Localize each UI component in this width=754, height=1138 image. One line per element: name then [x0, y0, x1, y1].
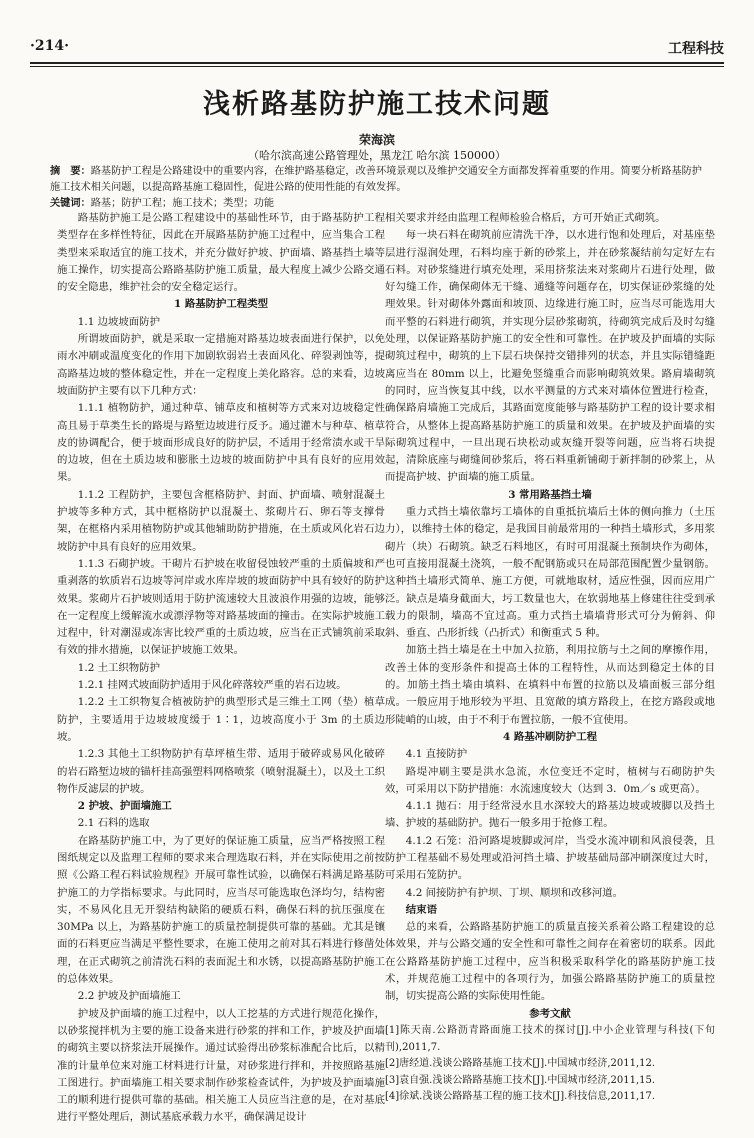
abstract: [50, 164, 708, 196]
section-heading: 1 路基防护工程类型: [174, 298, 268, 311]
section-heading: 结束语: [405, 903, 437, 916]
abstract-text: 路基防护工程是公路建设中的重要内容，在维护路基稳定，改善环境景观以及维护交通安全方面都发挥着重要的作用。简要分析路基防护施工技术相关问题，以提高路基施工稳固性，促进公路的使用性能的有效发挥。: [50, 166, 702, 193]
author-affiliation: （哈尔滨高速公路管理处，黑龙江 哈尔滨 150000）: [248, 149, 506, 162]
body-paragraph: 1.1.2 工程防护，主要包含框格防护、封面、护面墙、喷射混凝土护坡等多种方式，其中框格防护以混凝土、浆砌片石、卵石等支撑骨架，在框格内采用植物防护或其他辅助防护措施，在土质或风化岩石边坡防护中具有良好的应用效果。: [57, 488, 385, 553]
header-rule-thin: [30, 66, 724, 67]
body-paragraph: 护坡及护面墙的施工过程中，以人工挖基的方式进行规范化操作，以砂浆搅拌机为主要的施工设备来进行砂浆的拌和工作，护坡及护面墙的砌筑主要以挤浆法开展操作。通过试验得出砂浆标准配合比后，以精准的计量单位来对施工材料进行计量，对砂浆进行拌和，并按照路基施工图进行。护面墙施工相关要求制作砂浆检查试件，为护坡及护面墙施工的顺利进行提供可靠的基础。相关施工人员应当注意的是，在对基底进行平整处理后，测试基底承载力水平，确保满足设计: [57, 1007, 385, 1124]
body-paragraph: 相关要求并经由监理工程师检验合格后，方可开始正式砌筑。: [385, 212, 666, 224]
body-paragraph: 4.1.1 抛石：用于经常浸水且水深较大的路基边坡或坡脚以及挡土墙、护坡的基础防护。抛石一般多用于抢修工程。: [385, 800, 715, 830]
journal-section: 工程科技: [668, 41, 724, 57]
right-column: [385, 210, 715, 1106]
subsection-heading: 4.1 直接防护: [405, 748, 468, 761]
body-paragraph: 重力式挡土墙依靠圬工墙体的自重抵抗墙后土体的侧向推力（土压力），以维持土体的稳定，是我国目前最常用的一种挡土墙形式，多用浆砌片（块）石砌筑。缺乏石料地区，有时可用混凝土预制块作为砌体，也可直接用混凝土浇筑，一般不配钢筋或只在局部范围配置少量钢筋。这种挡土墙形式简单、施工方便，可就地取材，适应性强，因而应用广泛。缺点是墙身截面大，圬工数量也大，在软弱地基上修建往往受到承载力的限制，墙高不宜过高。重力式挡土墙墙背形式可分为俯斜、仰斜、垂直、凸形折线（凸折式）和衡重式 5 种。: [385, 506, 715, 640]
subsection-heading: 1.2 土工织物防护: [77, 661, 160, 674]
keywords-text: 路基；防护工程；施工技术；类型；功能: [90, 197, 275, 209]
body-paragraph: 1.1.1 植物防护，通过种草、铺草皮和植树等方式来对边坡稳定性高且易于草类生长的路堤与路堑边坡进行反予。通过灌木与种草、植草皮的协调配合，便于坡面形成良好的防护层，不适用于经常渍水或干旱的边坡，但在土质边坡和膨胀土边坡的坡面防护中具有良好的应用效果。: [57, 402, 385, 484]
subsection-heading: 1.1 边坡坡面防护: [77, 315, 160, 328]
reference-item: [3]袁自强.浅谈公路路基施工技术[J].中国城市经济,2011,15.: [385, 1074, 656, 1086]
body-paragraph: 路基防护施工是公路工程建设中的基础性环节，由于路基防护工程类型存在多样性特征，因此在开展路基防护施工过程中，应当集合工程类型来采取适宜的施工技术，并充分做好护坡、护面墙、路基挡土墙等施工操作，切实提高公路路基防护施工质量，最大程度上减少公路交通的安全隐患，维护社会的安全稳定运行。: [57, 212, 385, 294]
body-paragraph: 加筋土挡土墙是在土中加入拉筋，利用拉筋与土之间的摩擦作用，改善土体的变形条件和提高土体的工程特性，从而达到稳定土体的目的。加筋土挡土墙由填料、在填料中布置的拉筋以及墙面板三部分组成。一般应用于地形较为平坦、且宽敞的填方路段上，在挖方路段或地形陡峭的山坡，由于不利于布置拉筋，一般不宜使用。: [385, 644, 715, 726]
subsection-heading: 2.2 护坡及护面墙施工: [77, 990, 181, 1003]
body-paragraph: 1.2.1 挂网式坡面防护适用于风化碎落较严重的岩石边坡。: [77, 679, 347, 692]
keywords-label: 关键词：: [50, 196, 91, 209]
page-number: ·214·: [30, 38, 69, 54]
body-paragraph: 路堤冲刷主要是洪水急流，水位变迁不定时，植树与石砌防护失效，可采用以下防护措施：水流速度较大（达到 3．0m／s 或更高）。: [385, 765, 715, 795]
abstract-label: 摘 要：: [50, 165, 91, 177]
section-heading: 4 路基冲刷防护工程: [503, 730, 597, 743]
article-author: 荣海滨: [358, 133, 395, 147]
body-paragraph: 所谓坡面防护，就是采取一定措施对路基边坡表面进行保护，以免雨水冲刷或温度变化的作用下加剧软弱岩土表面风化、碎裂剥蚀等，提高路基边坡的整体稳定性，并在一定程度上美化路容。总的来看，边坡坡面防护主要有以下几种方式：: [57, 333, 385, 397]
body-paragraph: 1.1.3 石砌护坡。干砌片石护坡在收留侵蚀较严重的土质偏坡和严重剥落的软质岩石边坡等河岸或水库岸坡的坡面防护中具有较好的防护效果。浆砌片石护坡则适用于防护流速较大且波浪作用强的边坡，能够在一定程度上缓解流水或漂浮物等对路基坡面的撞击。在实际护坡施工过程中，针对潮湿或冻害比较严重的土质边坡，应当在正式铺筑前采取有效的排水措施，以保证护坡施工效果。: [57, 557, 385, 657]
body-paragraph: 1.2.3 其他土工织物防护有草坪植生带、适用于破碎或易风化破碎的岩石路堑边坡的锚杆挂高强塑料网格喷浆（喷射混凝土），以及土工织物作反滤层的护坡。: [57, 748, 385, 795]
subsection-heading: 2.1 石料的选取: [77, 817, 150, 830]
abstract-block: [50, 164, 708, 211]
body-paragraph: 4.2 间接防护有护坝、丁坝、顺坝和改移河道。: [405, 886, 624, 899]
body-paragraph: 总的来看，公路路基防护施工的质量直接关系着公路工程建设的总体效果，并与公路交通的安全性和可靠性之间存在着密切的联系。因此在公路路基防护施工过程中，应当积极采取科学化的路基防护施工技术，并规范施工过程中的各项行为，加强公路路基防护施工的质量控制，切实提高公路的实际使用性能。: [385, 921, 715, 1003]
article-title: 浅析路基防护施工技术问题: [203, 89, 551, 120]
body-paragraph: 每一块石料在砌筑前应清洗干净，以水进行饱和处理后，对基座垫层进行湿润处理，石料均座于新的砂浆上，并在砂浆凝结前勾定好左右石料。对砂浆缝进行填充处理，采用挤浆法来对浆砌片石进行处理，做好勾缝工作，确保砌体无干缝、通缝等问题存在，切实保证砂浆缝的处理效果。针对砌体外露面和坡顶、边缘进行施工时，应当尽可能选用大而平整的石料进行砌筑，并实现分层砂浆砌筑，待砌筑完成后及时勾缝处理，以保证路基防护施工的安全性和可靠性。在护坡及护面墙的实际砌筑过程中，砌筑的上下层石块保持交错排列的状态，并且实际错缝距离应当在 80mm 以上，比避免竖缝重合而影响砌筑效果。路肩墙砌筑的同时，应当恢复其中线，以水平测量的方式来对墙体位置进行检查，确保路肩墙施工完成后，其路面宽度能够与路基防护工程的设计要求相符合，从整体上提高路基防护施工的质量和效果。在护坡及护面墙的实际砌筑过程中，一旦出现石块松动或灰缝开裂等问题，应当将石块提起，清除底座与砌缝间砂浆后，将石料重新铺砌于新拌制的砂浆上，从而提高护坡、护面墙的施工质量。: [385, 229, 715, 484]
reference-item: [2]唐经道.浅谈公路路基施工技术[J].中国城市经济,2011,12.: [385, 1058, 656, 1070]
reference-item: [4]徐斌.浅谈公路路基工程的施工技术[J].科技信息,2011,17.: [385, 1091, 656, 1103]
body-paragraph: 在路基防护施工中，为了更好的保证施工质量，应当严格按照工程图纸规定以及监理工程师的要求来合理选取石料，并在实际使用之前按照《公路工程石料试验规程》开展可靠性试验，以确保石料满足路基防护施工的力学指标要求。与此同时，应当尽可能选取色泽均匀，结构密实，不易风化且无开裂结构缺陷的硬质石料，确保石料的抗压强度在 30MPa 以上，为路基防护施工的质量控制提供可靠的基础。尤其是镶面的石料更应当满足平整性要求，在施工使用之前对其石料进行修凿处理，在正式砌筑之前清洗石料的表面泥土和水锈，以提高路基防护施工的总体效果。: [57, 834, 385, 986]
section-heading: 2 护坡、护面墙施工: [77, 800, 172, 813]
body-paragraph: 1.2.2 土工织物复合植被防护的典型形式是三维土工网（垫）植草防护，主要适用于边坡坡度缓于 1∶1，边坡高度小于 3m 的土质边坡。: [57, 696, 385, 743]
body-paragraph: 4.1.2 石笼：沿河路堤坡脚或河岸，当受水流冲刷和风浪侵袭，且防护工程基础不易处理或沿河挡土墙、护坡基础局部冲刷深度过大时，可采用石笼防护。: [385, 834, 715, 882]
left-column: [57, 210, 385, 1127]
running-header: [30, 32, 724, 58]
reference-item: [1]陈天南.公路沥青路面施工技术的探讨[J].中小企业管理与科技(下旬刊),2011,7.: [385, 1024, 715, 1053]
references-heading: 参考文献: [529, 1007, 571, 1020]
header-rule: [30, 62, 724, 64]
section-heading: 3 常用路基挡土墙: [508, 488, 592, 501]
